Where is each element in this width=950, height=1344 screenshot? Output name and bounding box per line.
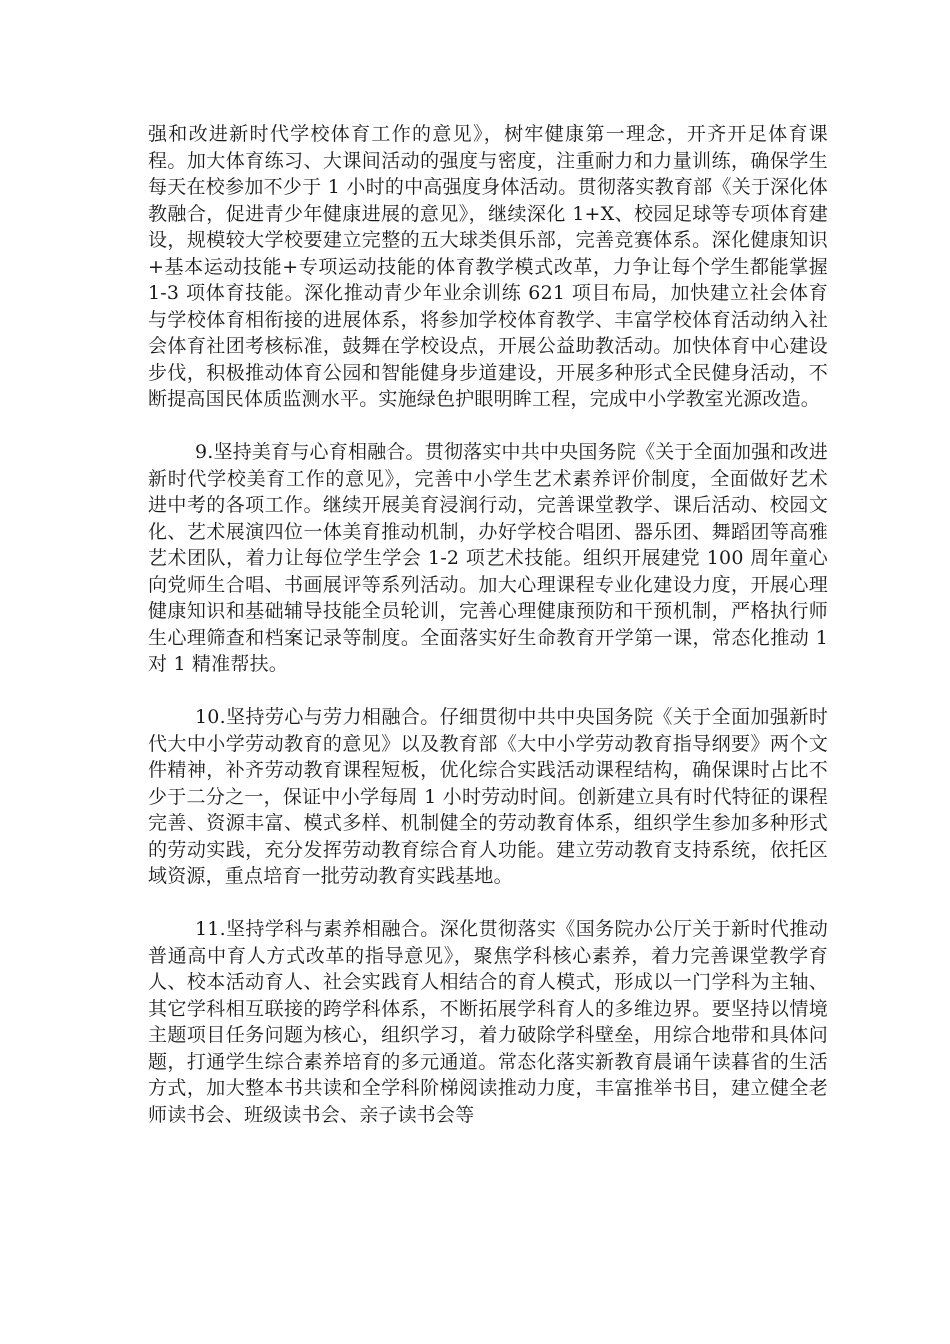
paragraph-subject-literacy: 11.坚持学科与素养相融合。深化贯彻落实《国务院办公厅关于新时代推动普通高中育人方式改革的指导意见》，聚焦学科核心素养，着力完善课堂教学育人、校本活动育人、社会实践育人相结合的育人模式，形成以一门学科为主轴、其它学科相互联接的跨学科体系，不断拓展学科育人的多维边界。要坚持以情境主题项目任务问题为核心，组织学习，着力破除学科壁垒，用综合地带和具体问题，打通学生综合素养培育的多元通道。常态化落实新教育晨诵午读暮省的生活方式，加大整本书共读和全学科阶梯阅读推动力度，丰富推举书目，建立健全老师读书会、班级读书会、亲子读书会等 — [148, 918, 828, 1126]
paragraph-labor-education: 10.坚持劳心与劳力相融合。仔细贯彻中共中央国务院《关于全面加强新时代大中小学劳动教育的意见》以及教育部《大中小学劳动教育指导纲要》两个文件精神，补齐劳动教育课程短板，优化综合实践活动课程结构，确保课时占比不少于二分之一，保证中小学每周 1 小时劳动时间。创新建立具有时代特征的课程完善、资源丰富、模式多样、机制健全的劳动教育体系，组织学生参加多种形式的劳动实践，充分发挥劳动教育综合育人功能。建立劳动教育支持系统，依托区域资源，重点培育一批劳动教育实践基地。 — [148, 706, 828, 887]
paragraph-aesthetic-education: 9.坚持美育与心育相融合。贯彻落实中共中央国务院《关于全面加强和改进新时代学校美育工作的意见》，完善中小学生艺术素养评价制度，全面做好艺术进中考的各项工作。继续开展美育浸润行动，完善课堂教学、课后活动、校园文化、艺术展演四位一体美育推动机制，办好学校合唱团、器乐团、舞蹈团等高雅艺术团队，着力让每位学生学会 1-2 项艺术技能。组织开展建党 100 周年童心向党师生合唱、书画展评等系列活动。加大心理课程专业化建设力度，开展心理健康知识和基础辅导技能全员轮训，完善心理健康预防和干预机制，严格执行师生心理筛查和档案记录等制度。全面落实好生命教育开学第一课，常态化推动 1 对 1 精准帮扶。 — [148, 441, 828, 675]
paragraph-physical-education: 强和改进新时代学校体育工作的意见》，树牢健康第一理念，开齐开足体育课程。加大体育练习、大课间活动的强度与密度，注重耐力和力量训练，确保学生每天在校参加不少于 1 小时的中高强度身体活动。贯彻落实教育部《关于深化体教融合，促进青少年健康进展的意见》，继续深化 1+X、校园足球等专项体育建设，规模较大学校要建立完整的五大球类俱乐部，完善竞赛体系。深化健康知识+基本运动技能+专项运动技能的体育教学模式改革，力争让每个学生都能掌握 1-3 项体育技能。深化推动青少年业余训练 621 项目布局，加快建立社会体育与学校体育相衔接的进展体系，将参加学校体育教学、丰富学校体育活动纳入社会体育社团考核标准，鼓舞在学校设点，开展公益助教活动。加快体育中心建设步伐，积极推动体育公园和智能健身步道建设，开展多种形式全民健身活动，不断提高国民体质监测水平。实施绿色护眼明眸工程，完成中小学教室光源改造。 — [148, 123, 828, 410]
document-body — [148, 121, 828, 1128]
